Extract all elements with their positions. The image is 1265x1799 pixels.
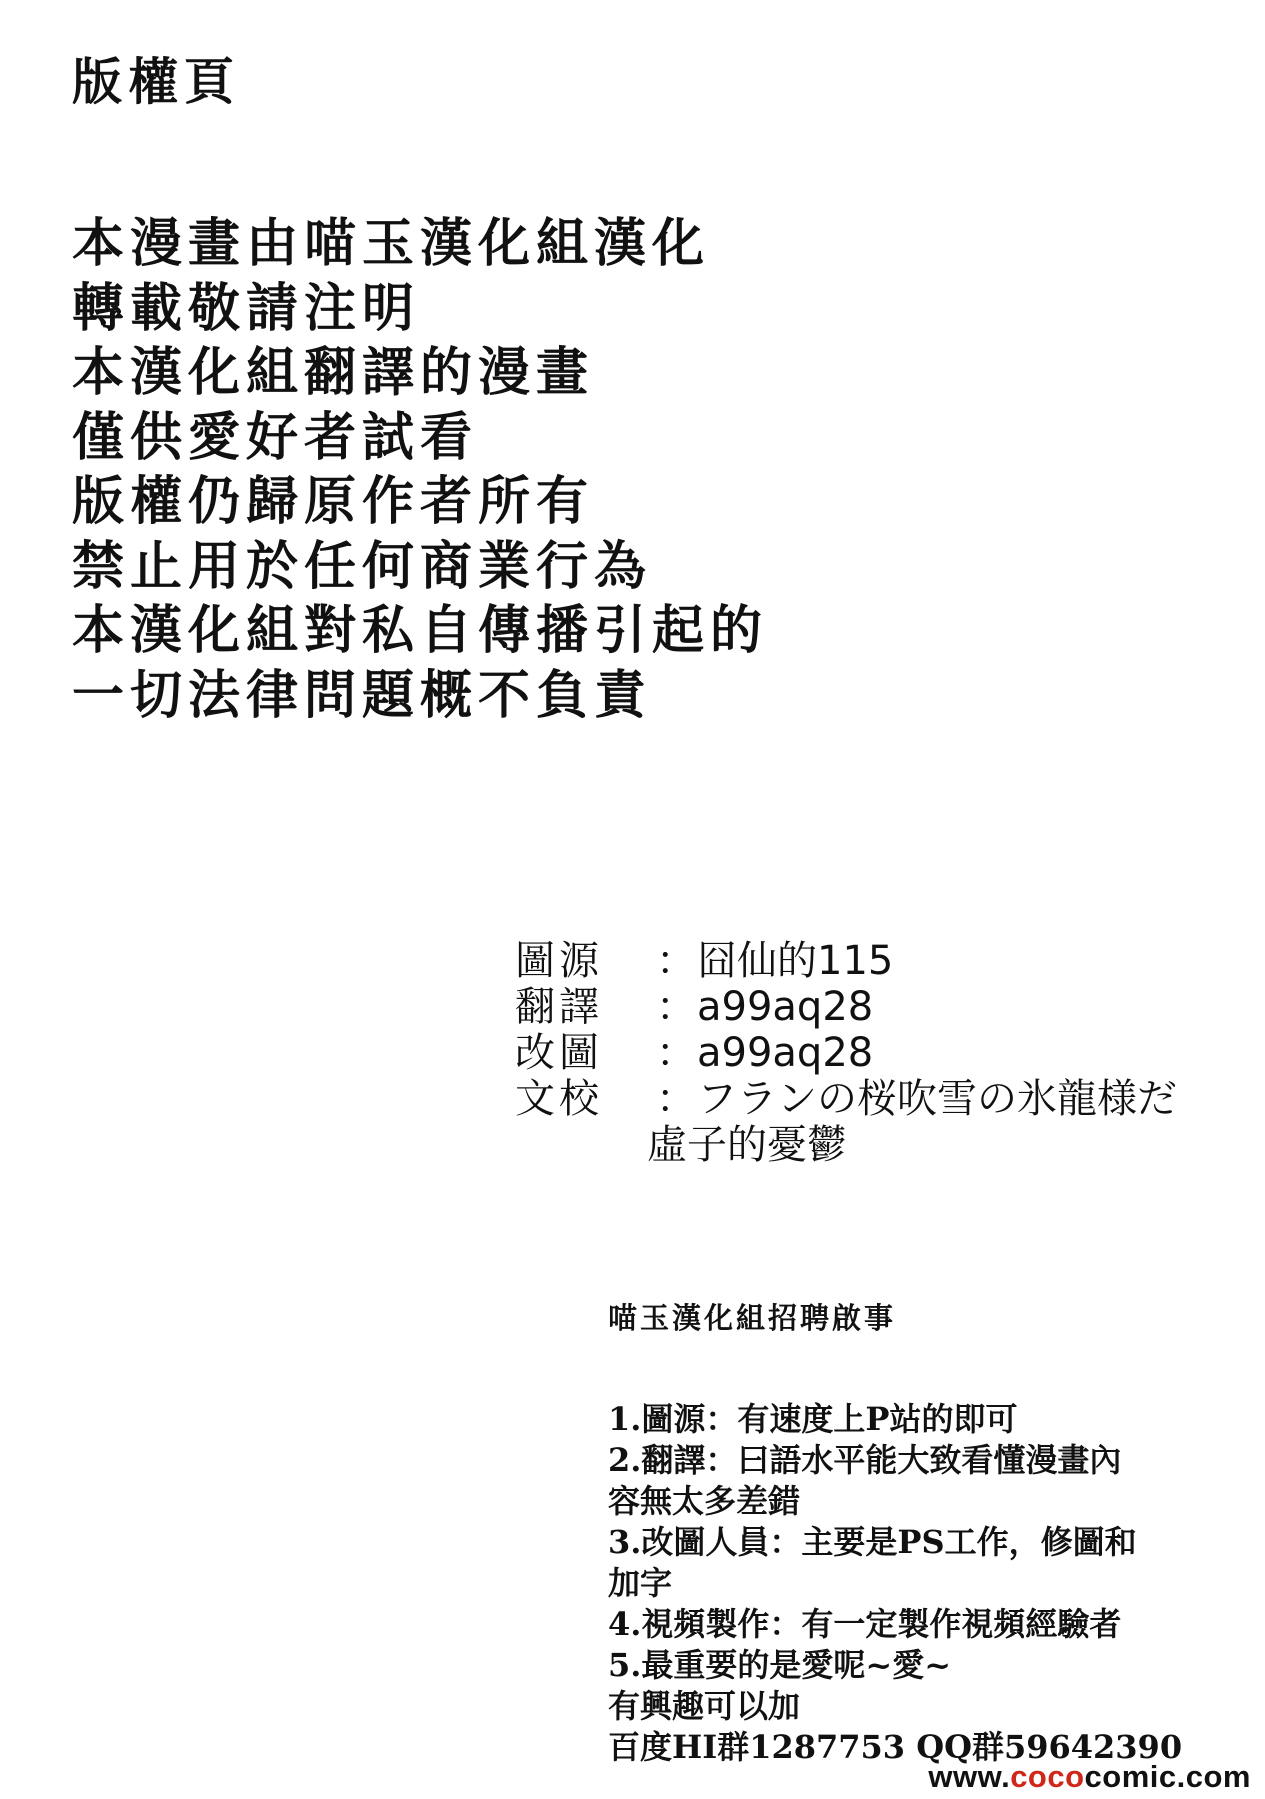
credit-row-proofreading xyxy=(515,1076,1177,1122)
recruitment-line: 容無太多差錯 xyxy=(608,1482,801,1520)
recruitment-line: 2.翻譯：曰語水平能大致看懂漫畫內 xyxy=(608,1441,1122,1479)
notice-line: 禁止用於任何商業行為 xyxy=(72,535,653,597)
recruitment-line: 1.圖源：有速度上P站的即可 xyxy=(608,1400,1018,1438)
notice-line: 本漢化組對私自傳播引起的 xyxy=(72,600,769,661)
credit-row-editing xyxy=(515,1030,1177,1076)
credit-continuation: 虛子的憂鬱 xyxy=(647,1122,847,1168)
recruitment-title: 喵玉漢化組招聘啟事 xyxy=(608,1301,897,1335)
credit-separator: ： xyxy=(656,984,696,1030)
recruitment-line: 3.改圖人員：主要是PS工作，修圖和 xyxy=(608,1523,1137,1561)
watermark-suffix: comic.com xyxy=(1084,1759,1251,1794)
recruitment-contact: 百度HI群1287753 QQ群59642390 xyxy=(608,1728,1183,1766)
credit-label: 文校 xyxy=(515,1076,603,1122)
notice-line: 本漢化組翻譯的漫畫 xyxy=(72,342,595,403)
credit-value: a99aq28 xyxy=(697,984,874,1030)
credit-separator: ： xyxy=(656,1030,696,1076)
page-title: 版權頁 xyxy=(72,52,240,111)
recruitment-line: 4.視頻製作：有一定製作視頻經驗者 xyxy=(608,1605,1122,1643)
credit-separator: ： xyxy=(656,938,696,984)
credit-label: 改圖 xyxy=(515,1030,603,1076)
credit-label: 圖源 xyxy=(515,938,603,984)
credit-label: 翻譯 xyxy=(515,984,603,1030)
credit-value: フランの桜吹雪の氷龍様だ xyxy=(697,1076,1177,1122)
watermark-prefix: www. xyxy=(928,1759,1011,1794)
credit-value: a99aq28 xyxy=(697,1030,874,1076)
credit-row-source xyxy=(515,938,1177,984)
notice-line: 僅供愛好者試看 xyxy=(72,406,479,468)
credit-row-translation xyxy=(515,984,1177,1030)
recruitment-line: 加字 xyxy=(608,1564,673,1602)
watermark-brand: coco xyxy=(1010,1759,1085,1794)
notice-line: 本漫畫由喵玉漢化組漢化 xyxy=(72,213,711,274)
copyright-notice xyxy=(72,212,768,728)
recruitment-line: 5.最重要的是愛呢~愛~ xyxy=(608,1646,952,1684)
staff-credits xyxy=(515,938,1177,1168)
notice-line: 一切法律問題概不負責 xyxy=(72,664,653,726)
notice-line: 轉載敬請注明 xyxy=(72,277,421,339)
notice-line: 版權仍歸原作者所有 xyxy=(72,471,595,532)
credit-value: 囧仙的115 xyxy=(697,938,894,984)
recruitment-notice xyxy=(608,1298,1233,1768)
credit-separator: ： xyxy=(656,1076,696,1122)
site-watermark xyxy=(928,1759,1251,1795)
recruitment-line: 有興趣可以加 xyxy=(608,1687,801,1725)
